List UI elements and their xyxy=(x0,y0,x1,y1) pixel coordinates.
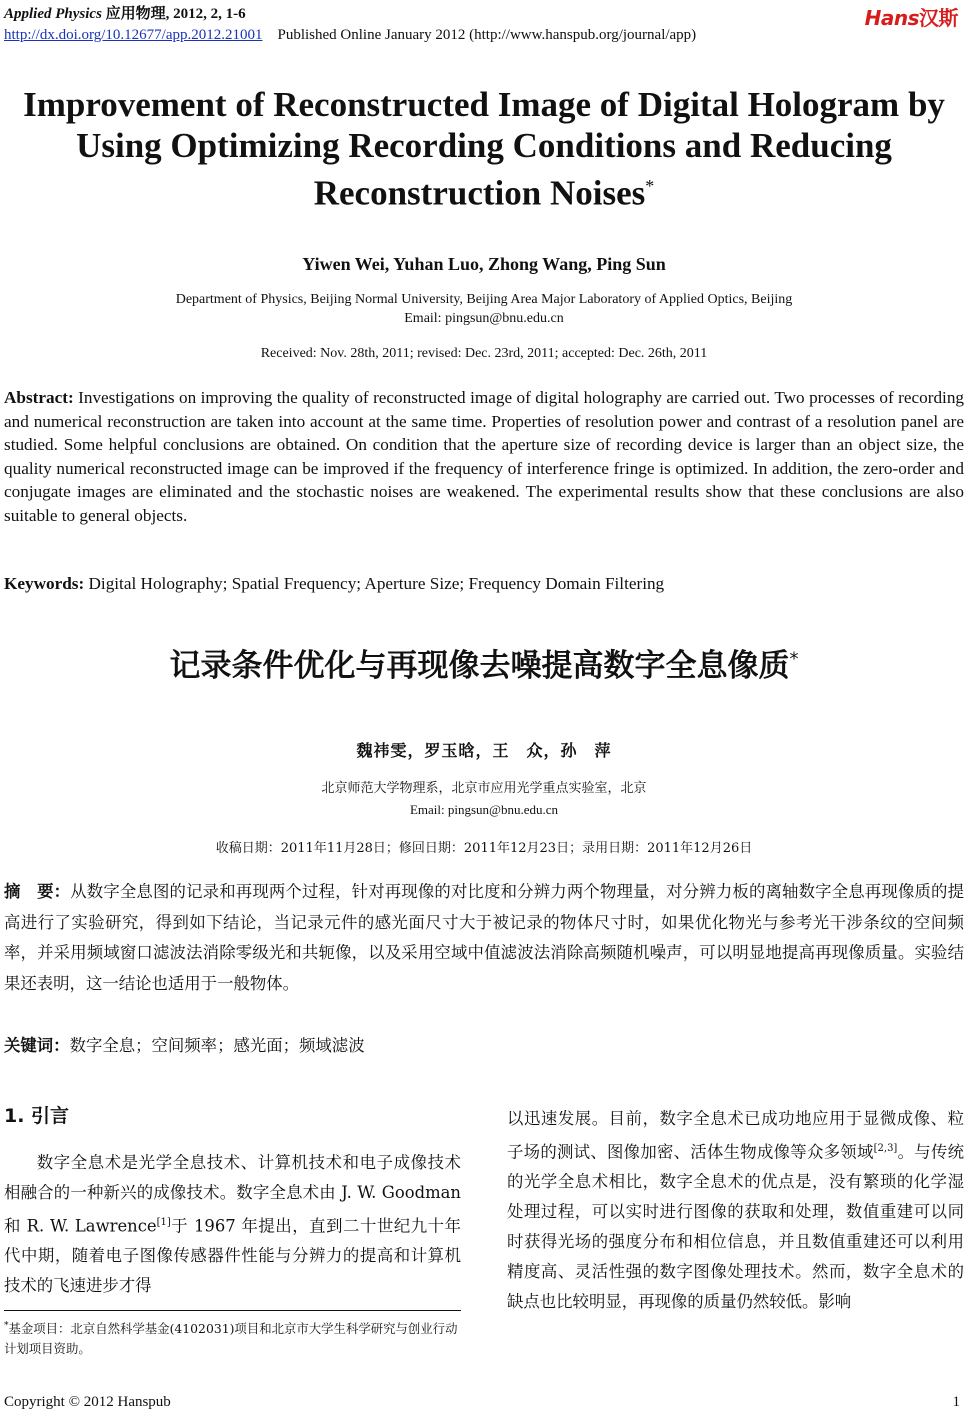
chinese-keywords-label: 关键词： xyxy=(4,1036,70,1055)
chinese-dates: 收稿日期：2011年11月28日；修回日期：2011年12月23日；录用日期：2011年12月26日 xyxy=(215,841,753,856)
intro-left-text-2: 于 1967 年提出，直到二十世纪九十年代中期，随着电子图像传感器件性能与分辨力的提高和计算机技术的飞速进步才得 xyxy=(4,1216,462,1296)
chinese-abstract xyxy=(4,877,964,999)
english-affiliation: Department of Physics, Beijing Normal University, Beijing Area Major Laboratory of Applied Optics, Beijing xyxy=(175,292,793,307)
english-keywords xyxy=(4,572,964,596)
intro-paragraph-right xyxy=(507,1104,964,1317)
english-title xyxy=(0,84,968,214)
published-text: Published Online January 2012 (http://www.hanspub.org/journal/app) xyxy=(277,27,697,43)
copyright: Copyright © 2012 Hanspub xyxy=(4,1394,171,1410)
journal-name: Applied Physics xyxy=(4,6,102,22)
chinese-abstract-label: 摘 要： xyxy=(4,882,71,901)
english-abstract-text: Investigations on improving the quality of reconstructed image of digital holography are carried out. Two processes of recording and numerical reconstruction are taken into account at the same time. Properties of resolution power and contrast of a resolution panel are studied. Some helpful conclusions are obtained. On condition that the aperture size of recording device is larger than an object size, the quality numerical reconstructed image can be improved if the frequency of interference fringe is optimized. In addition, the zero-order and conjugate images are eliminated and the stochastic noises are weakened. The experimental results show that these conclusions are also suitable to general objects. xyxy=(4,388,965,525)
citation-1[interactable]: [1] xyxy=(156,1217,171,1228)
chinese-affiliation: 北京师范大学物理系，北京市应用光学重点实验室，北京 xyxy=(321,781,647,796)
citation-2-3[interactable]: [2,3] xyxy=(873,1143,898,1154)
chinese-title xyxy=(0,640,968,685)
chinese-affiliation-block xyxy=(0,778,968,820)
chinese-keywords-text: 数字全息；空间频率；感光面；频域滤波 xyxy=(69,1036,365,1055)
section-heading-introduction: 1. 引言 xyxy=(4,1105,70,1127)
chinese-title-marker: * xyxy=(789,648,799,670)
english-title-line-1: Improvement of Reconstructed Image of Digital Hologram by xyxy=(23,85,945,124)
logo-latin: Hans xyxy=(864,6,919,30)
page-header xyxy=(4,2,964,50)
chinese-abstract-text: 从数字全息图的记录和再现两个过程，针对再现像的对比度和分辨力两个物理量，对分辨力板的离轴数字全息再现像质的提高进行了实验研究，得到如下结论，当记录元件的感光面尺寸大于被记录的物体尺寸时，如果优化物光与参考光干涉条纹的空间频率，并采用频域窗口滤波法消除零级光和共轭像，以及采用空域中值滤波法消除高频随机噪声，可以明显地提高再现像质量。实验结果还表明，这一结论也适用于一般物体。 xyxy=(4,882,964,993)
english-abstract xyxy=(4,386,964,528)
intro-paragraph-left xyxy=(4,1148,461,1301)
english-authors: Yiwen Wei, Yuhan Luo, Zhong Wang, Ping Sun xyxy=(302,254,666,274)
english-affiliation-block xyxy=(0,290,968,328)
intro-left-text-1: 数字全息术是光学全息技术、计算机技术和电子成像技术相融合的一种新兴的成像技术。数字全息术由 J. W. Goodman 和 R. W. Lawrence xyxy=(4,1153,461,1236)
chinese-title-text: 记录条件优化与再现像去噪提高数字全息像质 xyxy=(169,648,790,684)
intro-right-text-2: 。与传统的光学全息术相比，数字全息术的优点是，没有繁琐的化学湿处理过程，可以实时进行图像的获取和处理，数值重建可以同时获得光场的强度分布和相位信息，并且数值重建还可以利用精度高、灵活性强的数字图像处理技术。然而，数字全息术的缺点也比较明显，再现像的质量仍然较低。影响 xyxy=(507,1142,965,1312)
english-keywords-label: Keywords: xyxy=(4,574,85,593)
journal-info: 应用物理, 2012, 2, 1-6 xyxy=(105,6,246,22)
doi-link[interactable]: http://dx.doi.org/10.12677/app.2012.21001 xyxy=(4,27,263,43)
chinese-email: Email: pingsun@bnu.edu.cn xyxy=(409,802,559,817)
hans-logo xyxy=(865,2,958,31)
english-title-line-3-text: Reconstruction Noises xyxy=(313,173,646,213)
page-footer xyxy=(4,1394,964,1411)
title-footnote-marker: * xyxy=(645,176,655,196)
intro-right-text-1: 以迅速发展。目前，数字全息术已成功地应用于显微成像、粒子场的测试、图像加密、活体生物成像等众多领域 xyxy=(507,1109,964,1162)
footnote-divider xyxy=(4,1310,461,1311)
intro-left-column xyxy=(4,1104,461,1301)
english-title-line-2: Using Optimizing Recording Conditions and Reducing xyxy=(76,126,892,165)
english-email: Email: pingsun@bnu.edu.cn xyxy=(404,311,564,326)
chinese-keywords xyxy=(4,1031,964,1062)
funding-footnote xyxy=(4,1316,464,1359)
english-keywords-text: Digital Holography; Spatial Frequency; Aperture Size; Frequency Domain Filtering xyxy=(88,574,665,593)
journal-line xyxy=(4,2,964,23)
english-abstract-label: Abstract: xyxy=(4,388,74,407)
intro-right-column xyxy=(507,1104,964,1317)
page-number: 1 xyxy=(952,1394,960,1410)
footnote-marker: * xyxy=(4,1321,9,1331)
english-title-line-3 xyxy=(0,166,968,214)
logo-cn: 汉斯 xyxy=(919,6,958,30)
footnote-text: 基金项目：北京自然科学基金(4102031)项目和北京市大学生科学研究与创业行动计划项目资助。 xyxy=(4,1321,458,1357)
chinese-authors: 魏祎雯，罗玉晗，王 众，孙 萍 xyxy=(356,741,612,760)
doi-line xyxy=(4,27,964,44)
english-dates: Received: Nov. 28th, 2011; revised: Dec. 23rd, 2011; accepted: Dec. 26th, 2011 xyxy=(260,346,708,361)
